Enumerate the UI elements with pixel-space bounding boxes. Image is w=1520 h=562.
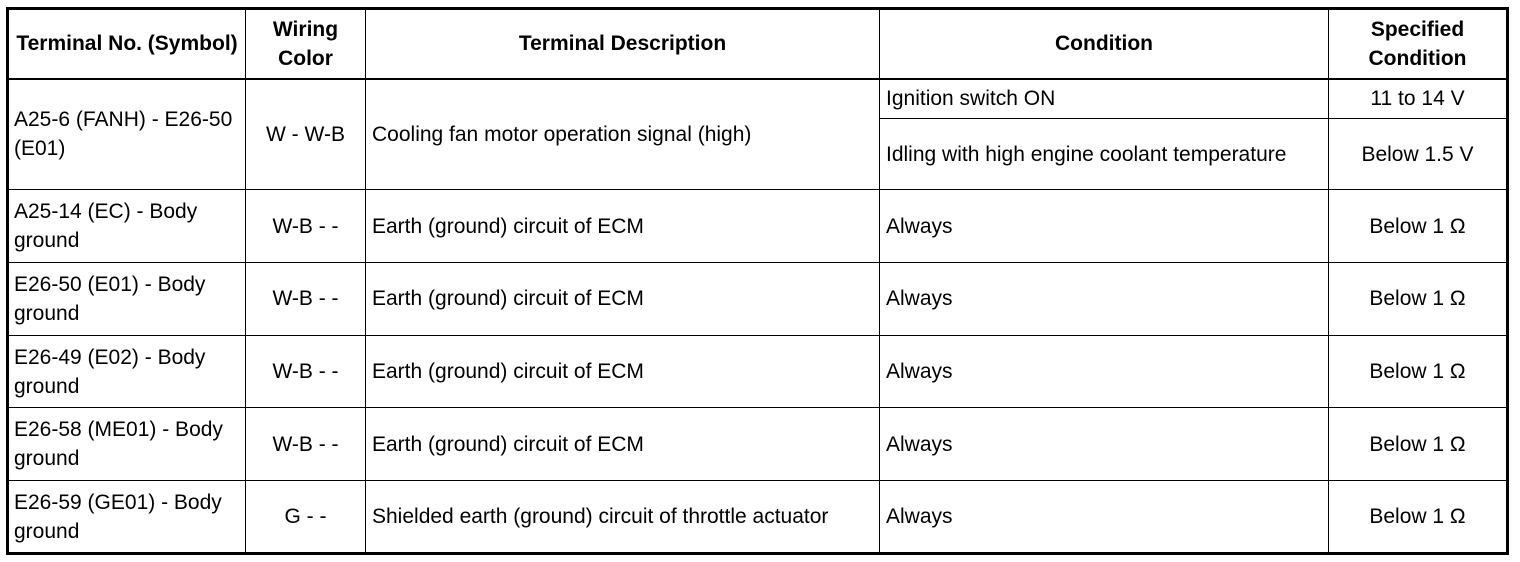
specified-condition-cell: Below 1.5 V xyxy=(1329,119,1508,190)
header-condition: Condition xyxy=(880,9,1329,79)
condition-cell: Always xyxy=(880,408,1329,481)
table-row xyxy=(8,190,1508,263)
header-terminal-no: Terminal No. (Symbol) xyxy=(8,9,246,79)
terminal-cell: E26-59 (GE01) - Body ground xyxy=(8,481,246,554)
description-cell: Earth (ground) circuit of ECM xyxy=(366,335,880,408)
table-row xyxy=(8,79,1508,119)
table-row xyxy=(8,262,1508,335)
specified-condition-cell: Below 1 Ω xyxy=(1329,262,1508,335)
terminal-cell: E26-50 (E01) - Body ground xyxy=(8,262,246,335)
table-row xyxy=(8,335,1508,408)
table-header-row xyxy=(8,9,1508,79)
specified-condition-cell: Below 1 Ω xyxy=(1329,335,1508,408)
wiring-color-cell: W-B - - xyxy=(246,408,366,481)
specified-condition-cell: Below 1 Ω xyxy=(1329,408,1508,481)
header-wiring-color: Wiring Color xyxy=(246,9,366,79)
description-cell: Earth (ground) circuit of ECM xyxy=(366,408,880,481)
condition-cell: Always xyxy=(880,335,1329,408)
wiring-color-cell: W-B - - xyxy=(246,335,366,408)
wiring-color-cell: W-B - - xyxy=(246,190,366,263)
description-cell: Shielded earth (ground) circuit of throttle actuator xyxy=(366,481,880,554)
description-cell: Earth (ground) circuit of ECM xyxy=(366,190,880,263)
specified-condition-cell: Below 1 Ω xyxy=(1329,481,1508,554)
header-specified-condition: Specified Condition xyxy=(1329,9,1508,79)
terminal-spec-table xyxy=(6,7,1509,555)
description-cell: Cooling fan motor operation signal (high) xyxy=(366,79,880,190)
terminal-cell: E26-49 (E02) - Body ground xyxy=(8,335,246,408)
description-cell: Earth (ground) circuit of ECM xyxy=(366,262,880,335)
condition-cell: Always xyxy=(880,481,1329,554)
wiring-color-cell: W - W-B xyxy=(246,79,366,190)
wiring-color-cell: G - - xyxy=(246,481,366,554)
condition-cell: Always xyxy=(880,262,1329,335)
terminal-cell: E26-58 (ME01) - Body ground xyxy=(8,408,246,481)
wiring-color-cell: W-B - - xyxy=(246,262,366,335)
terminal-cell: A25-14 (EC) - Body ground xyxy=(8,190,246,263)
table-row xyxy=(8,481,1508,554)
terminal-cell: A25-6 (FANH) - E26-50 (E01) xyxy=(8,79,246,190)
specified-condition-cell: 11 to 14 V xyxy=(1329,79,1508,119)
header-terminal-description: Terminal Description xyxy=(366,9,880,79)
specified-condition-cell: Below 1 Ω xyxy=(1329,190,1508,263)
condition-cell: Idling with high engine coolant temperature xyxy=(880,119,1329,190)
condition-cell: Always xyxy=(880,190,1329,263)
table-row xyxy=(8,408,1508,481)
condition-cell: Ignition switch ON xyxy=(880,79,1329,119)
